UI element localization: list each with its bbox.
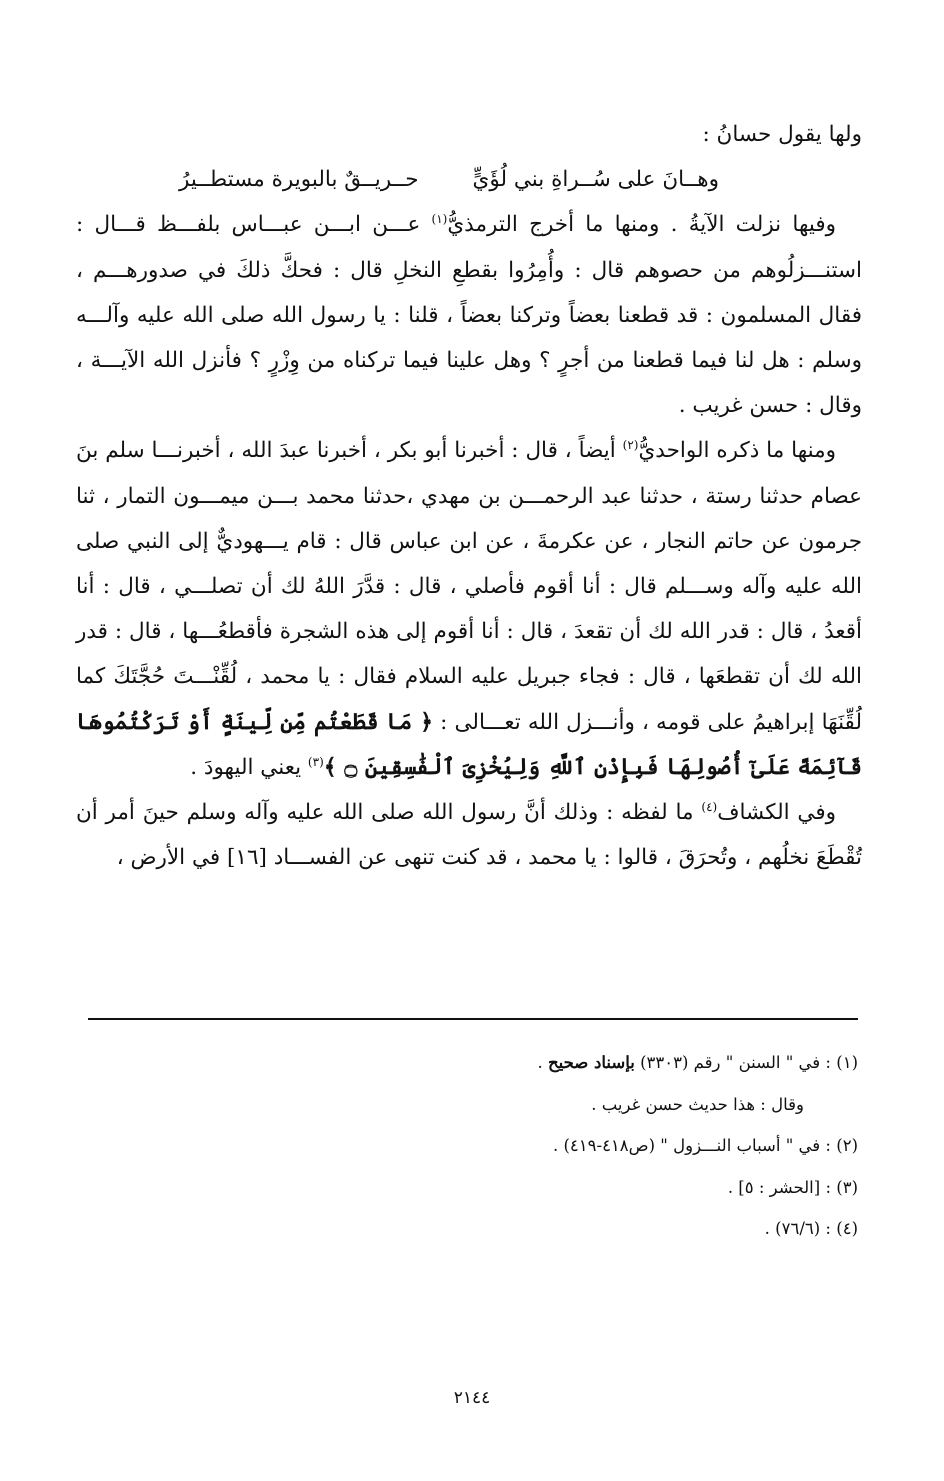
quran-verse: ﴿ مَا قَطَعْتُم مِّن لِّينَةٍ أَوْ تَرَكْتُمُوهَا قَآئِمَةً عَلَىٰٓ أُصُولِهَا فَبِإِذْنِ ٱللَّهِ وَلِيُخْزِىَ ٱلْفَٰسِقِينَ ۝ ﴾: [76, 708, 862, 780]
footnote-3: (٣) : [الحشر : ٥] .: [727, 1177, 858, 1197]
intro-line: ولها يقول حسانُ :: [702, 122, 862, 147]
footnote-1: [100, 1042, 858, 1084]
paragraph-kashshaf: [76, 790, 862, 880]
paragraph-text: أيضاً ، قال : أخبرنا أبو بكر ، أخبرنا عبدَ الله ، أخبرنـــا سلم بنَ عصام حدثنا رستة ، حدثنا عبد الرحمـــن بن مهدي ،حدثنا محمد بـــن ميمـــون التمار ، ثنا جرمون عن حاتم النجار ، عن عكرمةَ ، عن ابن عباس قال : قام يـــهوديٌّ إلى النبي صلى الله عليه وآله وســـلم قال : أنا أقوم فأصلي ، قال : قدَّرَ اللهُ لك أن تصلـــي ، قال : أنا أقعدُ ، قال : قدر الله لك أن تقعدَ ، قال : أنا أقوم إلى هذه الشجرة فأقطعُـــها ، قال : قدر الله لك أن تقطعَها ، قال : فجاء جبريل عليه السلام فقال : يا محمد ، لُقِّنْـــتَ حُجَّتَكَ كما لُقِّنَهَا إبراهيمُ على قومه ، وأنـــزل الله تعـــالى :: [76, 438, 862, 735]
footnote-ref-3[interactable]: (٣): [307, 754, 324, 769]
footnote-separator: [88, 1018, 858, 1020]
footnotes: [100, 1042, 858, 1250]
footnote-ref-1[interactable]: (١): [431, 212, 448, 227]
paragraph-text: يعني اليهودَ .: [190, 754, 308, 780]
footnote-1-continuation: وقال : هذا حديث حسن غريب .: [591, 1094, 804, 1114]
paragraph-text: عـــن ابـــن عبـــاس بلفـــظ قـــال : استنـــزلُوهم من حصوهم قال : وأُمِرُوا بقطعِ النخلِ قال : فحكَّ ذلكَ في صدورهـــم ، فقال المسلمون : قد قطعنا بعضاً وتركنا بعضاً ، قلنا : يا رسول الله صلى الله عليه وآلـــه وسلم : هل لنا فيما قطعنا من أجرٍ ؟ وهل علينا فيما تركناه من وِزْرٍ ؟ فأنزل الله الآيـــة ، وقال : حسن غريب .: [76, 212, 862, 419]
footnote-ref-4[interactable]: (٤): [701, 799, 718, 814]
main-text: [76, 112, 862, 880]
paragraph-wahidi: [76, 428, 862, 790]
footnote-text: .: [537, 1053, 549, 1072]
paragraph-text: ومنها ما ذكره الواحديُّ: [638, 438, 836, 464]
verse-second-hemistich: حــريــقٌ بالبويرة مستطــيرُ: [179, 167, 419, 193]
paragraph-text: وفيها نزلت الآيةُ . ومنها ما أخرج الترمذيُّ: [447, 212, 836, 238]
footnote-4: (٤) : (٧٦/٦) .: [764, 1219, 858, 1238]
footnote-emphasis: بإسناد صحيح: [548, 1053, 635, 1072]
paragraph-tirmidhi: [76, 202, 862, 428]
verse-first-hemistich: وهــانَ على سُــراةِ بني لُؤَيٍّ: [472, 167, 719, 193]
paragraph-text: ما لفظه : وذلك أنَّ رسول الله صلى الله عليه وآله وسلم حينَ أمر أن تُقْطَعَ نخلُهم ، وتُحرَقَ ، قالوا : يا محمد ، قد كنت تنهى عن الفســـاد [١٦] في الأرض ،: [76, 800, 862, 871]
paragraph-text: وفي الكشاف: [717, 800, 836, 826]
footnote-text: (١) : في " السنن " رقم (٣٣٠٣): [640, 1053, 858, 1072]
footnote-ref-2[interactable]: (٢): [622, 438, 639, 453]
poetry-verse: [76, 157, 862, 202]
page-number: ٢١٤٤: [453, 1388, 491, 1408]
footnote-2: (٢) : في " أسباب النـــزول " (ص٤١٨-٤١٩) .: [552, 1136, 858, 1155]
